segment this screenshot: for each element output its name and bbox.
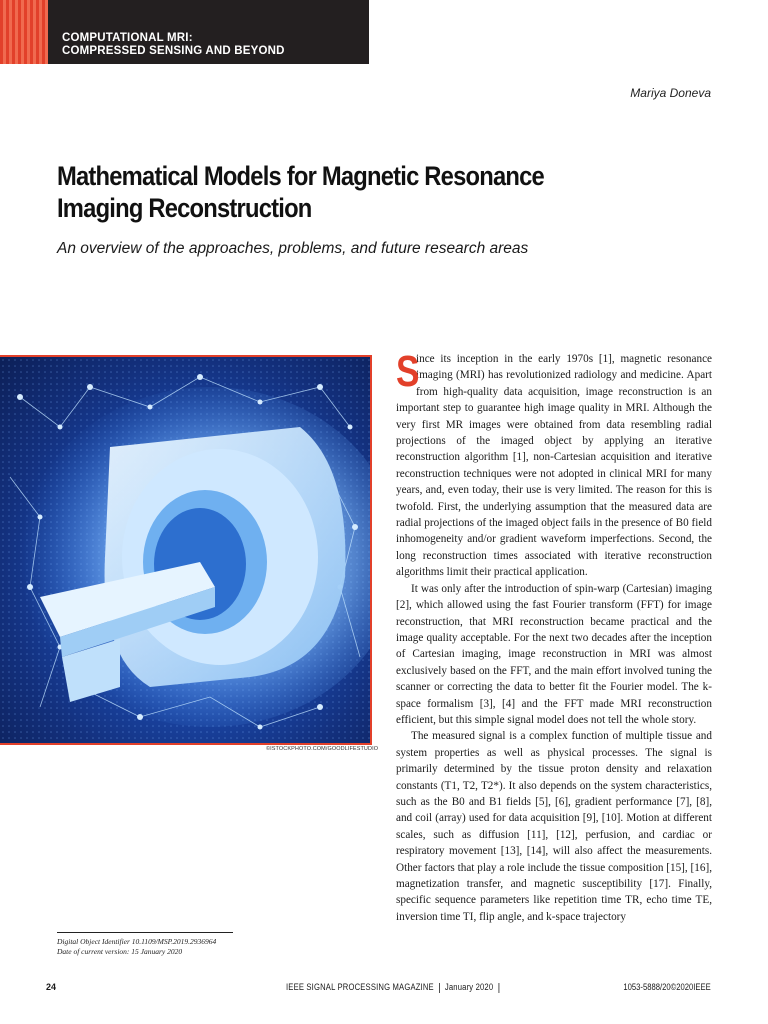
title-line2: Imaging Reconstruction [57, 193, 312, 223]
section-label-line1: COMPUTATIONAL MRI: [62, 32, 193, 44]
journal-line [286, 982, 504, 993]
title-line1: Mathematical Models for Magnetic Resonance [57, 161, 544, 191]
doi-text: Digital Object Identifier 10.1109/MSP.2019.2936964 [57, 937, 217, 946]
mri-scanner-illustration [0, 357, 372, 745]
page-footer [0, 982, 768, 996]
banner-stripes [0, 0, 48, 64]
article-title [57, 160, 550, 224]
footnote-block [57, 932, 233, 956]
paragraph-3: The measured signal is a complex function of multiple tissue and system properties as well as physical processes. The signal is primarily determined by the tissue proton density and relaxation constants (T1, T2, T2*). It also depends on the system characteristics, such as the B0 and B1 fields [5], [6], gradient performance [7], [8], and coil (array) used for data acquisition [9], [10]. Motion at different scales, such as diffusion [11], [12], perfusion, and cardiac or respiratory movement [13], [14], will also affect the measurements. Other factors that play a role include the tissue composition [15], [16], magnetization transfer, and magnetic susceptibility [17]. Finally, specific sequence parameters like repetition time TR, echo time TE, inversion time TI, flip angle, and k-space trajectory [396, 730, 712, 923]
footer-divider [498, 983, 499, 993]
paragraph-2: It was only after the introduction of spin-warp (Cartesian) imaging [2], which allowed using the fast Fourier transform (FFT) for image reconstruction, that MRI reconstruction became practical and the image quality acceptable. For the next two decades after the inception of Cartesian imaging, image reconstruction in MRI was almost exclusively based on the FFT, and the main effort involved tuning the scanner or correcting the data to better fit the Fourier model. The k-space formalism [3], [4] and the FFT made MRI reconstruction efficient, but this simple signal model does not tell the whole story. [396, 582, 712, 726]
section-banner [0, 0, 369, 64]
page-number: 24 [46, 982, 57, 992]
journal-name: IEEE SIGNAL PROCESSING MAGAZINE [286, 982, 434, 992]
paragraph-1-text: ince its inception in the early 1970s [1], magnetic resonance imaging (MRI) has revolutionized radiology and medicine. Apart from high-quality data acquisition, image reconstruction is an important step to guarantee high image quality in MRI. Although the very first MR images were obtained from data resembling radial projections of the imaged object by applying an iterative reconstruction algorithm [1], non-Cartesian acquisition and iterative reconstruction techniques were not adopted in clinical MRI for many years, and, even today, their use is very limited. The reason for this is twofold. First, the underlying assumption that the measured data are radial projections of the imaged object fails in the presence of B0 field inhomogeneity and/or gradient waveform imperfections. Second, the long reconstruction times associated with iterative reconstruction algorithms limit their practical application. [396, 353, 712, 579]
footer-divider [439, 983, 440, 993]
issue-date: January 2020 [444, 982, 494, 992]
author-name: Mariya Doneva [630, 86, 711, 100]
section-label-line2: COMPRESSED SENSING AND BEYOND [62, 45, 285, 57]
image-credit: ©ISTOCKPHOTO.COM/GOODLIFESTUDIO [266, 746, 379, 752]
dropcap-letter: S [396, 347, 420, 396]
copyright: 1053-5888/20©2020IEEE [623, 982, 711, 992]
hero-image-mri-scanner [0, 355, 372, 745]
paragraph-1 [396, 347, 712, 581]
body-text-column [396, 347, 712, 925]
article-subtitle: An overview of the approaches, problems, and future research areas [57, 240, 529, 257]
version-date: Date of current version: 15 January 2020 [57, 946, 183, 956]
